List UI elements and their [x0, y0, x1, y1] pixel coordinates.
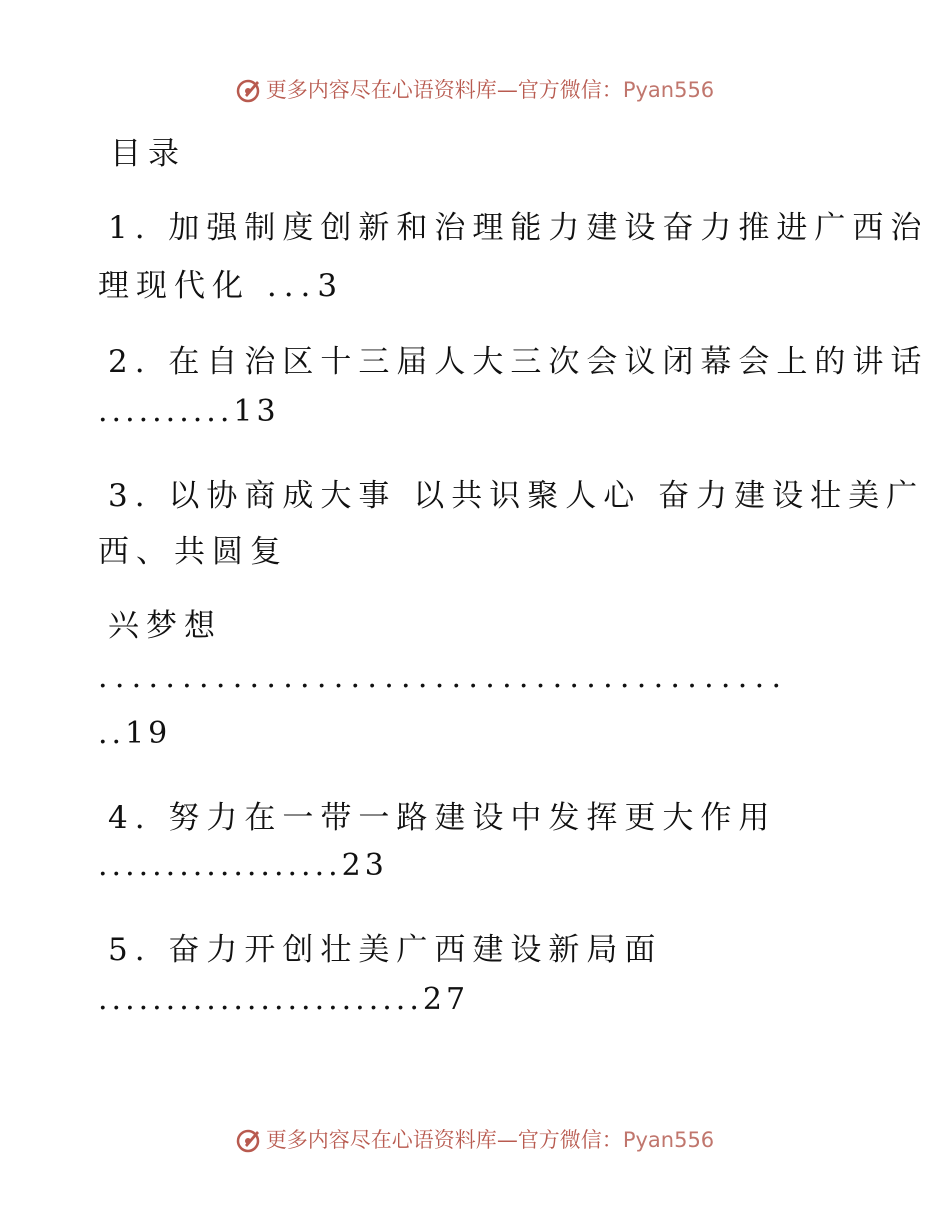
toc-entry-3-line-1: 3. 以协商成大事 以共识聚人心 奋力建设壮美广 [108, 478, 925, 514]
toc-entry-3-line-3: 兴梦想 [108, 608, 222, 644]
watermark-handle: Pyan556 [622, 1128, 715, 1152]
toc-entry-4-line-1: 4. 努力在一带一路建设中发挥更大作用 [108, 800, 777, 836]
toc-entry-3-leader: ......................................... [98, 660, 789, 695]
watermark-label: 官方微信： [517, 78, 623, 102]
watermark-footer [0, 1124, 950, 1154]
watermark-handle: Pyan556 [622, 78, 715, 102]
toc-entry-4-leader: ..................23 [98, 848, 388, 883]
watermark-text: 更多内容尽在心语资料库 [265, 78, 497, 102]
toc-entry-5-leader: ........................27 [98, 982, 470, 1017]
toc-entry-1-line-1: 1. 加强制度创新和治理能力建设奋力推进广西治 [108, 210, 929, 246]
watermark-header [0, 74, 950, 104]
toc-entry-1-line-2: 理现代化 ...3 [98, 268, 345, 304]
toc-title: 目录 [110, 136, 186, 172]
toc-entry-5-line-1: 5. 奋力开创壮美广西建设新局面 [108, 932, 663, 968]
watermark-separator: — [496, 78, 518, 102]
toc-entry-2-leader: ..........13 [98, 394, 280, 429]
watermark-separator: — [496, 1128, 518, 1152]
toc-entry-2-line-1: 2. 在自治区十三届人大三次会议闭幕会上的讲话 [108, 344, 929, 380]
watermark-label: 官方微信： [517, 1128, 623, 1152]
toc-entry-3-page: ..19 [98, 716, 172, 751]
quill-logo-icon [236, 77, 262, 103]
quill-logo-icon [236, 1127, 262, 1153]
watermark-text: 更多内容尽在心语资料库 [265, 1128, 497, 1152]
toc-entry-3-line-2: 西、共圆复 [98, 534, 288, 570]
